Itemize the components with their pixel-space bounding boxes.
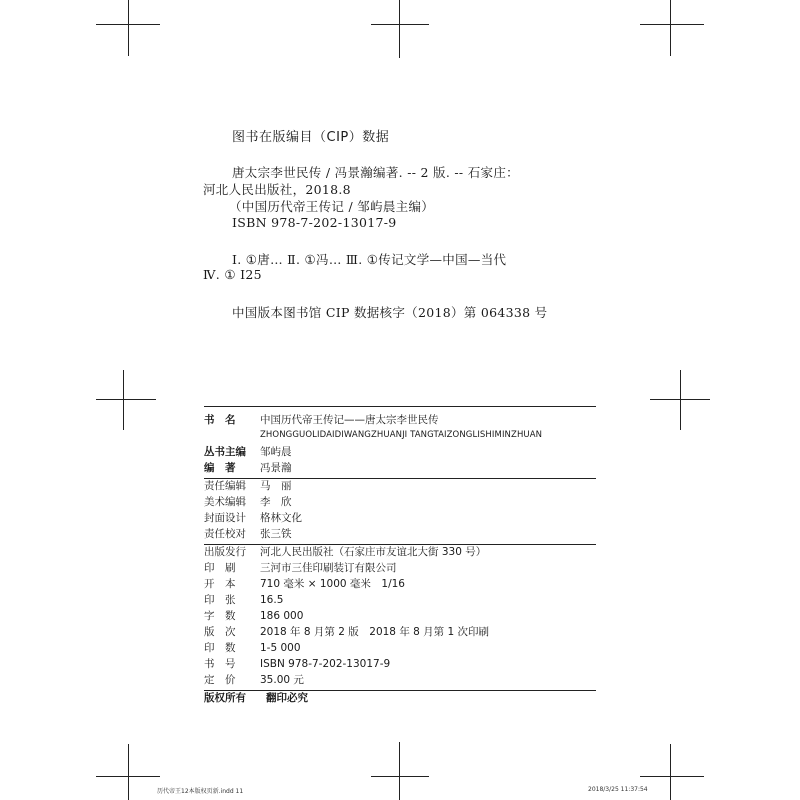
crop-mark-bottom-right-horizontal bbox=[640, 776, 704, 777]
series-editor-label: 丛书主编 bbox=[204, 446, 246, 458]
detail-label: 字 数 bbox=[204, 610, 236, 622]
detail-value: 三河市三佳印刷装订有限公司 bbox=[260, 562, 397, 574]
rights-reserved-label: 版权所有 bbox=[204, 692, 246, 704]
book-title-value: 中国历代帝王传记——唐太宗李世民传 bbox=[260, 414, 439, 426]
cip-line-cip-number: 中国版本图书馆 CIP 数据核字（2018）第 064338 号 bbox=[232, 305, 548, 320]
crop-mark-top-right-vertical bbox=[670, 0, 671, 56]
crop-mark-top-left-horizontal bbox=[96, 24, 160, 25]
staff-value: 张三铁 bbox=[260, 528, 292, 540]
detail-value: ISBN 978-7-202-13017-9 bbox=[260, 658, 391, 670]
detail-label: 版 次 bbox=[204, 626, 236, 638]
detail-value: 16.5 bbox=[260, 594, 284, 606]
detail-label: 出版发行 bbox=[204, 546, 246, 558]
staff-value: 马 丽 bbox=[260, 480, 292, 492]
crop-mark-bottom-left-horizontal bbox=[96, 776, 160, 777]
staff-label: 美术编辑 bbox=[204, 496, 246, 508]
crop-mark-bottom-right-vertical bbox=[670, 744, 671, 800]
detail-label: 定 价 bbox=[204, 674, 236, 686]
detail-label: 印 刷 bbox=[204, 562, 236, 574]
crop-mark-top-left-vertical bbox=[128, 0, 129, 56]
staff-value: 格林文化 bbox=[260, 512, 302, 524]
table-rule-staff bbox=[204, 478, 596, 479]
author-label: 编 著 bbox=[204, 462, 236, 474]
table-rule-rights bbox=[204, 690, 596, 691]
crop-mark-mid-right-vertical bbox=[680, 370, 681, 430]
table-rule-top bbox=[204, 406, 596, 407]
detail-value: 河北人民出版社（石家庄市友谊北大街 330 号） bbox=[260, 546, 487, 558]
staff-label: 责任编辑 bbox=[204, 480, 246, 492]
crop-mark-mid-left-horizontal bbox=[96, 399, 156, 400]
slug-timestamp: 2018/3/25 11:37:54 bbox=[588, 786, 648, 793]
cip-line-classification-1: Ⅰ. ①唐… Ⅱ. ①冯… Ⅲ. ①传记文学—中国—当代 bbox=[232, 252, 507, 267]
series-editor-value: 邹屿晨 bbox=[260, 446, 292, 458]
author-value: 冯景瀚 bbox=[260, 462, 292, 474]
crop-mark-top-center-vertical bbox=[399, 0, 400, 58]
cip-line-isbn: ISBN 978-7-202-13017-9 bbox=[232, 215, 397, 230]
detail-label: 书 号 bbox=[204, 658, 236, 670]
detail-value: 710 毫米 × 1000 毫米 1/16 bbox=[260, 578, 405, 590]
cip-line-title-edition: 唐太宗李世民传 / 冯景瀚编著. -- 2 版. -- 石家庄： bbox=[232, 165, 519, 180]
cip-heading: 图书在版编目（CIP）数据 bbox=[232, 130, 390, 145]
detail-label: 印 张 bbox=[204, 594, 236, 606]
detail-label: 印 数 bbox=[204, 642, 236, 654]
cip-line-publisher: 河北人民出版社，2018.8 bbox=[203, 182, 351, 197]
cip-line-classification-2: Ⅳ. ① I25 bbox=[203, 267, 262, 282]
table-rule-details bbox=[204, 544, 596, 545]
detail-label: 开 本 bbox=[204, 578, 236, 590]
book-title-pinyin: ZHONGGUOLIDAIDIWANGZHUANJI TANGTAIZONGLISHIMINZHUAN bbox=[260, 430, 543, 440]
detail-value: 2018 年 8 月第 2 版 2018 年 8 月第 1 次印刷 bbox=[260, 626, 490, 638]
crop-mark-mid-left-vertical bbox=[123, 370, 124, 430]
cip-line-series: （中国历代帝王传记 / 邹屿晨主编） bbox=[229, 199, 435, 214]
crop-mark-bottom-center-horizontal bbox=[371, 776, 429, 777]
detail-value: 1-5 000 bbox=[260, 642, 301, 654]
detail-value: 186 000 bbox=[260, 610, 304, 622]
book-title-label: 书 名 bbox=[204, 414, 236, 426]
slug-filename: 历代帝王12本版权页新.indd 11 bbox=[157, 788, 244, 795]
crop-mark-top-right-horizontal bbox=[640, 24, 704, 25]
crop-mark-mid-right-horizontal bbox=[650, 399, 710, 400]
staff-label: 责任校对 bbox=[204, 528, 246, 540]
detail-value: 35.00 元 bbox=[260, 674, 304, 686]
piracy-prohibited-label: 翻印必究 bbox=[266, 692, 308, 704]
crop-mark-bottom-left-vertical bbox=[128, 744, 129, 800]
staff-label: 封面设计 bbox=[204, 512, 246, 524]
crop-mark-top-center-horizontal bbox=[371, 24, 429, 25]
crop-mark-bottom-center-vertical bbox=[399, 742, 400, 800]
staff-value: 李 欣 bbox=[260, 496, 292, 508]
